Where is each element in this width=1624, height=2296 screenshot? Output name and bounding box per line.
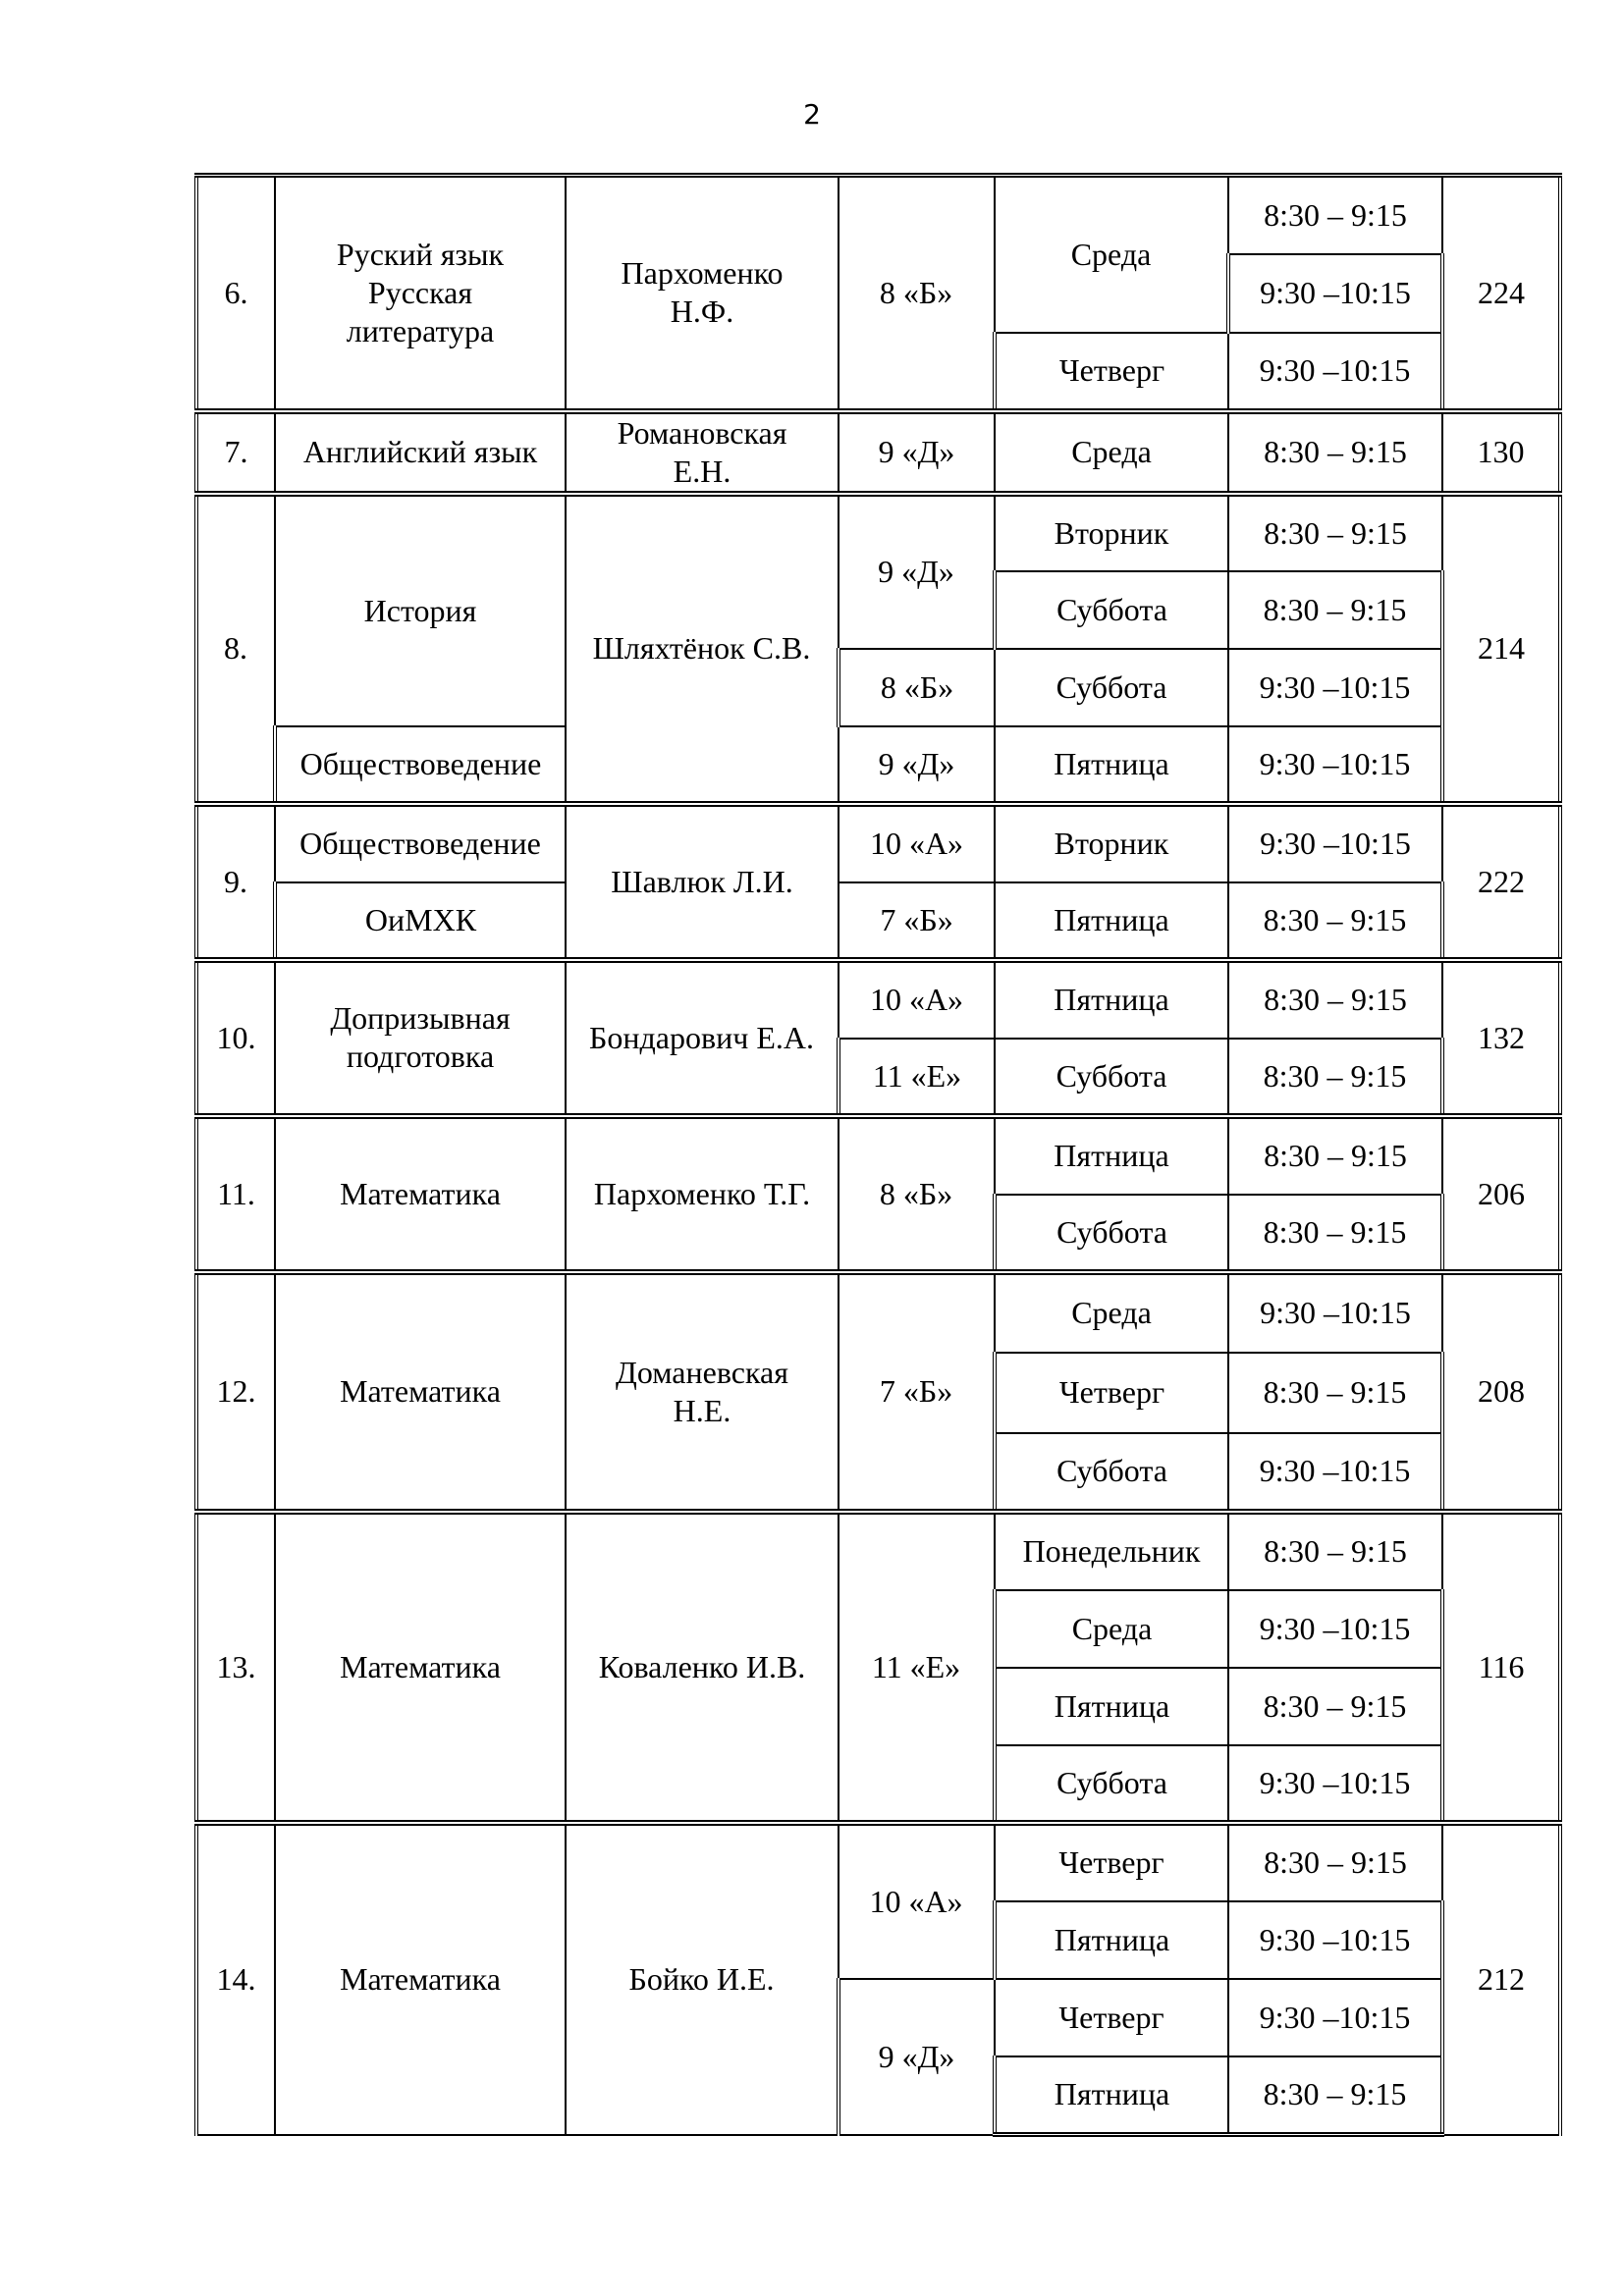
subject-cell: Математика xyxy=(275,1272,566,1512)
teacher-line: Доманевская xyxy=(616,1354,788,1390)
day-cell: Среда xyxy=(995,1590,1228,1668)
class-cell: 8 «Б» xyxy=(839,1116,995,1272)
time-cell: 9:30 –10:15 xyxy=(1228,1979,1442,2056)
time-cell: 8:30 – 9:15 xyxy=(1228,1512,1442,1590)
subject-line: Русская xyxy=(367,274,473,310)
day-cell: Суббота xyxy=(995,1195,1228,1272)
schedule-table xyxy=(194,173,1562,2137)
time-cell: 9:30 –10:15 xyxy=(1228,1745,1442,1823)
subject-cell xyxy=(275,960,566,1116)
subject-cell xyxy=(275,176,566,411)
time-cell: 9:30 –10:15 xyxy=(1228,1272,1442,1353)
day-cell: Пятница xyxy=(995,1901,1228,1979)
time-cell: 8:30 – 9:15 xyxy=(1228,960,1442,1039)
room-cell: 208 xyxy=(1442,1272,1560,1512)
time-cell: 8:30 – 9:15 xyxy=(1228,1195,1442,1272)
class-cell: 7 «Б» xyxy=(839,1272,995,1512)
class-cell: 7 «Б» xyxy=(839,882,995,960)
table-row xyxy=(196,176,1560,254)
teacher-cell: Бондарович Е.А. xyxy=(566,960,839,1116)
class-cell: 9 «Д» xyxy=(839,1979,995,2135)
row-number: 8. xyxy=(196,494,275,804)
class-cell: 8 «Б» xyxy=(839,176,995,411)
subject-line: литература xyxy=(346,312,495,348)
day-cell: Четверг xyxy=(995,1823,1228,1901)
teacher-cell: Шляхтёнок С.В. xyxy=(566,494,839,804)
class-cell: 10 «А» xyxy=(839,960,995,1039)
day-cell: Четверг xyxy=(995,333,1228,411)
time-cell: 8:30 – 9:15 xyxy=(1228,1668,1442,1745)
day-cell: Среда xyxy=(995,1272,1228,1353)
time-cell: 8:30 – 9:15 xyxy=(1228,2056,1442,2135)
teacher-line: Н.Е. xyxy=(673,1392,731,1428)
day-cell: Суббота xyxy=(995,1039,1228,1116)
time-cell: 8:30 – 9:15 xyxy=(1228,571,1442,649)
day-cell: Понедельник xyxy=(995,1512,1228,1590)
teacher-line: Н.Ф. xyxy=(670,294,734,330)
time-cell: 9:30 –10:15 xyxy=(1228,804,1442,882)
row-number: 9. xyxy=(196,804,275,960)
room-cell: 206 xyxy=(1442,1116,1560,1272)
teacher-line: Пархоменко xyxy=(621,255,784,292)
table-row xyxy=(196,804,1560,882)
room-cell: 116 xyxy=(1442,1512,1560,1823)
table-row xyxy=(196,411,1560,494)
table-row xyxy=(196,960,1560,1039)
day-cell: Суббота xyxy=(995,571,1228,649)
day-cell: Пятница xyxy=(995,1116,1228,1195)
day-cell: Четверг xyxy=(995,1979,1228,2056)
class-cell: 11 «Е» xyxy=(839,1512,995,1823)
time-cell: 9:30 –10:15 xyxy=(1228,1590,1442,1668)
day-cell: Вторник xyxy=(995,804,1228,882)
time-cell: 9:30 –10:15 xyxy=(1228,1433,1442,1512)
day-cell: Среда xyxy=(995,176,1228,333)
teacher-cell: Шавлюк Л.И. xyxy=(566,804,839,960)
room-cell: 222 xyxy=(1442,804,1560,960)
time-cell: 8:30 – 9:15 xyxy=(1228,1823,1442,1901)
subject-cell: Обществоведение xyxy=(275,726,566,804)
table-row xyxy=(196,1272,1560,1353)
room-cell: 132 xyxy=(1442,960,1560,1116)
time-cell: 9:30 –10:15 xyxy=(1228,254,1442,333)
subject-cell: ОиМХК xyxy=(275,882,566,960)
day-cell: Пятница xyxy=(995,2056,1228,2135)
room-cell: 214 xyxy=(1442,494,1560,804)
subject-cell: Математика xyxy=(275,1512,566,1823)
time-cell: 9:30 –10:15 xyxy=(1228,333,1442,411)
time-cell: 8:30 – 9:15 xyxy=(1228,882,1442,960)
day-cell: Пятница xyxy=(995,1668,1228,1745)
class-cell: 8 «Б» xyxy=(839,649,995,726)
time-cell: 9:30 –10:15 xyxy=(1228,649,1442,726)
day-cell: Пятница xyxy=(995,882,1228,960)
day-cell: Пятница xyxy=(995,960,1228,1039)
time-cell: 8:30 – 9:15 xyxy=(1228,176,1442,254)
teacher-line: Е.Н. xyxy=(673,453,731,489)
room-cell: 224 xyxy=(1442,176,1560,411)
subject-cell: Обществоведение xyxy=(275,804,566,882)
row-number: 7. xyxy=(196,411,275,494)
table-row xyxy=(196,494,1560,571)
row-number: 6. xyxy=(196,176,275,411)
teacher-line: Романовская xyxy=(617,414,787,451)
class-cell: 10 «А» xyxy=(839,804,995,882)
subject-cell: Математика xyxy=(275,1116,566,1272)
room-cell: 130 xyxy=(1442,411,1560,494)
time-cell: 8:30 – 9:15 xyxy=(1228,1039,1442,1116)
time-cell: 8:30 – 9:15 xyxy=(1228,411,1442,494)
teacher-cell: Коваленко И.В. xyxy=(566,1512,839,1823)
subject-line: Руский язык xyxy=(336,236,505,272)
row-number: 14. xyxy=(196,1823,275,2135)
time-cell: 8:30 – 9:15 xyxy=(1228,494,1442,571)
subject-cell: Математика xyxy=(275,1823,566,2135)
day-cell: Суббота xyxy=(995,1745,1228,1823)
table-row xyxy=(196,726,1560,804)
table-row xyxy=(196,1512,1560,1590)
class-cell: 9 «Д» xyxy=(839,726,995,804)
day-cell: Четверг xyxy=(995,1353,1228,1433)
subject-line: подготовка xyxy=(346,1039,495,1075)
day-cell: Суббота xyxy=(995,649,1228,726)
time-cell: 8:30 – 9:15 xyxy=(1228,1116,1442,1195)
day-cell: Пятница xyxy=(995,726,1228,804)
time-cell: 8:30 – 9:15 xyxy=(1228,1353,1442,1433)
row-number: 12. xyxy=(196,1272,275,1512)
teacher-cell xyxy=(566,411,839,494)
subject-line: Допризывная xyxy=(330,1000,511,1037)
day-cell: Среда xyxy=(995,411,1228,494)
subject-cell: История xyxy=(275,494,566,726)
teacher-cell xyxy=(566,176,839,411)
table-row xyxy=(196,1823,1560,1901)
time-cell: 9:30 –10:15 xyxy=(1228,726,1442,804)
subject-cell: Английский язык xyxy=(275,411,566,494)
class-cell: 10 «А» xyxy=(839,1823,995,1979)
class-cell: 9 «Д» xyxy=(839,411,995,494)
day-cell: Вторник xyxy=(995,494,1228,571)
teacher-cell: Бойко И.Е. xyxy=(566,1823,839,2135)
teacher-cell: Пархоменко Т.Г. xyxy=(566,1116,839,1272)
table-row xyxy=(196,882,1560,960)
day-cell: Суббота xyxy=(995,1433,1228,1512)
row-number: 13. xyxy=(196,1512,275,1823)
class-cell: 11 «Е» xyxy=(839,1039,995,1116)
class-cell: 9 «Д» xyxy=(839,494,995,649)
room-cell: 212 xyxy=(1442,1823,1560,2135)
teacher-cell xyxy=(566,1272,839,1512)
table-row xyxy=(196,1116,1560,1195)
time-cell: 9:30 –10:15 xyxy=(1228,1901,1442,1979)
row-number: 10. xyxy=(196,960,275,1116)
row-number: 11. xyxy=(196,1116,275,1272)
page-number: 2 xyxy=(803,98,821,131)
